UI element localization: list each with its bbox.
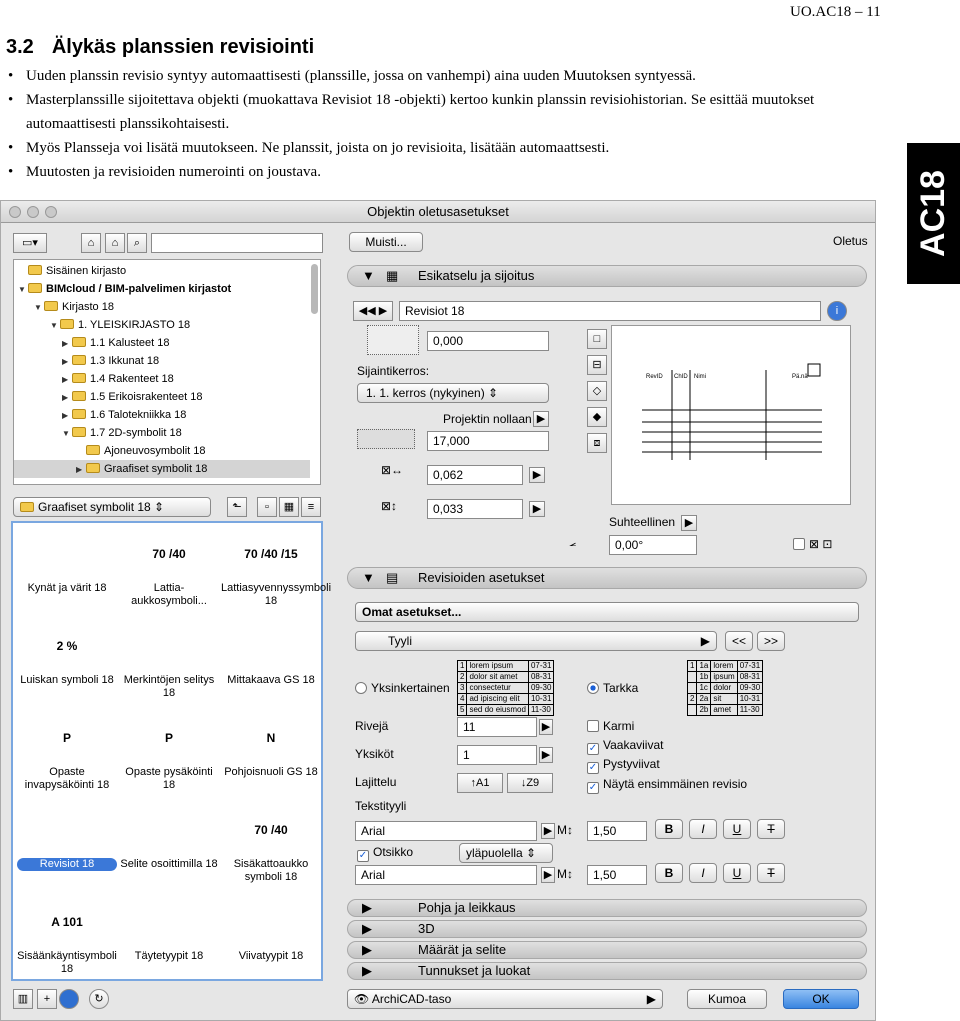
object-label: Revisiot 18	[17, 858, 117, 871]
size1-field[interactable]: 1,50	[587, 821, 647, 841]
mirror-checkbox[interactable]: ⊠ ⊡	[793, 537, 832, 551]
elevation-view-icon[interactable]: ⧈	[587, 433, 607, 453]
frame-checkbox[interactable]: Karmi	[587, 719, 634, 733]
bullet-item: • Masterplanssille sijoitettava objekti (muokattava Revisiot 18 -objekti) kertoo kunkin planssin revisiohistorian. Se esittää muutokset automaattisesti planssikohtaisesti.	[6, 88, 876, 136]
preview-pa: Pä.nä	[792, 374, 808, 380]
table-row	[458, 694, 554, 705]
elevation-field[interactable]: 0,000	[427, 331, 549, 351]
preview-revid: RevID	[646, 374, 663, 380]
placement-floor-select[interactable]: 1. 1. kerros (nykyinen) ⇕	[357, 383, 549, 403]
detailed-radio[interactable]: Tarkka	[587, 681, 638, 695]
table-cell: ad ipiscing elit	[467, 694, 528, 705]
table-cell: 1	[688, 661, 697, 672]
library-manager-icon[interactable]: ▥	[13, 989, 33, 1009]
sorting-label: Lajittelu	[355, 775, 397, 789]
object-label: Sisäänkäyntisymboli 18	[17, 950, 117, 975]
table-cell: sit	[711, 694, 737, 705]
view-grid-icon[interactable]: ▦	[279, 497, 299, 517]
table-cell: 2b	[697, 705, 711, 716]
collapsed-section[interactable]: ▶ Tunnukset ja luokat	[347, 962, 867, 980]
section-view-icon[interactable]: ⊟	[587, 355, 607, 375]
cloud-library-icon	[28, 283, 42, 293]
table-cell: 09-30	[737, 683, 762, 694]
table-cell: sed do eiusmod	[467, 705, 528, 716]
default-label: Oletus	[833, 234, 868, 248]
preview-name: Nimi	[694, 374, 706, 380]
strikethrough-button[interactable]: T	[757, 819, 785, 839]
disclosure-triangle-icon: ▼	[362, 268, 375, 283]
object-settings-dialog	[0, 200, 876, 1021]
bullet-item: • Muutosten ja revisioiden numerointi on joustava.	[6, 160, 876, 184]
text-style-label: Tekstityyli	[355, 799, 407, 813]
3d-wire-icon[interactable]: ◇	[587, 381, 607, 401]
browse-arrows-icon[interactable]: ◀◀ ▶	[353, 301, 393, 321]
revision-section-header[interactable]: ▼ ▤ Revisioiden asetukset	[347, 567, 867, 589]
library-object[interactable]	[17, 711, 117, 792]
folder-icon	[72, 427, 86, 437]
library-object[interactable]	[17, 527, 117, 595]
search-input[interactable]	[151, 233, 323, 253]
bullet-item: • Myös Plansseja voi lisätä muutokseen. Ne planssit, joista on jo revisioita, lisätään automaattsesti.	[6, 136, 876, 160]
preview-icon: ▦	[386, 268, 399, 283]
detailed-revision-table	[687, 660, 763, 716]
preview-chid: ChID	[674, 374, 688, 380]
library-object[interactable]	[119, 619, 219, 700]
table-row	[688, 683, 763, 694]
project-zero-label: Projektin nollaan	[443, 412, 532, 426]
library-object[interactable]	[17, 895, 117, 976]
preview-drawing	[612, 326, 850, 504]
tree-item[interactable]: ▼ BIMcloud / BIM-palvelimen kirjastot	[18, 283, 232, 295]
object-label: Merkintöjen selitys 18	[123, 674, 215, 699]
table-cell: 1b	[697, 672, 711, 683]
preview-section-header[interactable]: ▼ ▦ Esikatselu ja sijoitus	[347, 265, 867, 287]
bold-button[interactable]: B	[655, 863, 683, 883]
strikethrough-button[interactable]: T	[757, 863, 785, 883]
view-small-icon[interactable]: ▫	[257, 497, 277, 517]
library-object[interactable]	[221, 527, 332, 608]
font2-arrow[interactable]: ▶	[541, 867, 555, 883]
folder-icon	[72, 409, 86, 419]
object-label: Pohjoisnuoli GS 18	[224, 766, 318, 778]
tree-item[interactable]: ▶ 1.3 Ikkunat 18	[62, 355, 160, 367]
object-label: Täytetyypit 18	[134, 950, 204, 962]
table-cell: 2a	[697, 694, 711, 705]
library-object[interactable]	[119, 895, 219, 963]
width-b-field[interactable]: 0,033	[427, 499, 523, 519]
underline-button[interactable]: U	[723, 819, 751, 839]
table-cell: 2	[688, 694, 697, 705]
object-thumbnail: N	[266, 731, 276, 745]
angle-icon: ⦟	[569, 535, 577, 549]
font1-arrow[interactable]: ▶	[541, 823, 555, 839]
collapsed-section[interactable]: ▶ 3D	[347, 920, 867, 938]
library-object[interactable]	[221, 895, 321, 963]
text-size-icon: M↕	[557, 867, 573, 881]
memory-button[interactable]: Muisti...	[349, 232, 423, 252]
table-cell: 08-31	[737, 672, 762, 683]
collapsed-section[interactable]: ▶ Pohja ja leikkaus	[347, 899, 867, 917]
horizontal-lines-checkbox[interactable]: ✓ Vaakaviivat	[588, 738, 664, 754]
tree-item[interactable]: ▶ 1.1 Kalusteet 18	[62, 337, 170, 349]
width-a-icon: ⊠↔	[381, 463, 404, 477]
object-thumbnail: P	[164, 731, 173, 745]
table-cell: 4	[458, 694, 467, 705]
table-cell: 10-31	[737, 694, 762, 705]
width-b-icon: ⊠↕	[381, 499, 398, 513]
disclosure-triangle-icon: ▼	[362, 570, 375, 585]
italic-button[interactable]: I	[689, 819, 717, 839]
tree-item[interactable]: Sisäinen kirjasto	[18, 262, 126, 280]
relative-label: Suhteellinen	[609, 515, 676, 529]
object-label: Lattia-aukkosymboli...	[131, 582, 207, 607]
rows-label: Rivejä	[355, 719, 389, 733]
simple-radio[interactable]: Yksinkertainen	[355, 681, 450, 695]
eye-icon: 👁	[354, 992, 372, 1006]
own-settings-select[interactable]: Omat asetukset...	[355, 602, 859, 622]
close-window-button[interactable]	[9, 206, 21, 218]
bullet-item: • Uuden planssin revisio syntyy automaattisesti (planssille, jossa on vanhempi) aina uuden Muutoksen syntyessä.	[6, 64, 876, 88]
object-grid	[11, 521, 332, 981]
view-list-icon[interactable]: ≡	[301, 497, 321, 517]
globe-icon[interactable]	[59, 989, 79, 1009]
table-row	[458, 705, 554, 716]
folder-icon	[20, 502, 34, 512]
settings-icon: ▤	[386, 570, 399, 585]
placement-floor-label: Sijaintikerros:	[357, 364, 430, 378]
tree-item[interactable]: ▼ 1. YLEISKIRJASTO 18	[50, 319, 191, 331]
folder-icon	[72, 337, 86, 347]
rows-arrow[interactable]: ▶	[539, 719, 553, 735]
layer-select[interactable]: 👁 ArchiCAD-taso ▶	[347, 989, 663, 1009]
show-first-revision-checkbox[interactable]: ✓ Näytä ensimmäinen revisio	[588, 777, 748, 793]
bold-button[interactable]: B	[655, 819, 683, 839]
tree-item[interactable]: ▼ 1.7 2D-symbolit 18	[62, 427, 182, 439]
table-row	[458, 672, 554, 683]
library-object[interactable]	[221, 619, 321, 687]
object-label: Opaste pysäköinti 18	[125, 766, 213, 791]
italic-button[interactable]: I	[689, 863, 717, 883]
table-row	[688, 672, 763, 683]
ok-button[interactable]: OK	[783, 989, 859, 1009]
relative-arrow[interactable]: ▶	[681, 515, 697, 531]
tree-item[interactable]: ▶ 1.4 Rakenteet 18	[62, 373, 174, 385]
folder-icon	[86, 445, 100, 455]
next-button[interactable]: >>	[757, 631, 785, 651]
table-cell: 09-30	[528, 683, 553, 694]
folder-icon	[72, 373, 86, 383]
folder-icon	[44, 301, 58, 311]
table-row	[688, 694, 763, 705]
table-cell: 1	[458, 661, 467, 672]
library-object[interactable]	[119, 803, 219, 871]
disclosure-triangle-icon: ▶	[362, 963, 372, 978]
object-label: Sisäkattoaukko symboli 18	[233, 858, 309, 883]
vertical-lines-checkbox[interactable]: ✓ Pystyviivat	[588, 757, 660, 773]
table-cell: dolor sit amet	[467, 672, 528, 683]
rows-field[interactable]: 11	[457, 717, 537, 737]
style-select[interactable]: Tyyli ▶	[355, 631, 717, 651]
units-arrow[interactable]: ▶	[539, 747, 553, 763]
page-header: UO.AC18 – 11	[790, 4, 881, 20]
table-cell	[688, 705, 697, 716]
table-cell	[688, 683, 697, 694]
heading-position-select[interactable]: yläpuolella ⇕	[459, 843, 553, 863]
3d-solid-icon[interactable]: ◆	[587, 407, 607, 427]
info-icon[interactable]: i	[827, 301, 847, 321]
sort-ascending-icon[interactable]: ↑A1	[457, 773, 503, 793]
library-object[interactable]	[17, 803, 117, 871]
object-label: Viivatyypit 18	[238, 950, 304, 962]
table-cell: ipsum	[711, 672, 737, 683]
side-tab	[907, 143, 960, 284]
folder-icon	[72, 355, 86, 365]
view-mode-icon[interactable]: ▭▾	[13, 233, 47, 253]
table-cell	[688, 672, 697, 683]
table-cell: lorem	[711, 661, 737, 672]
tree-scrollbar[interactable]	[311, 264, 318, 314]
size2-field[interactable]: 1,50	[587, 865, 647, 885]
table-cell: consectetur	[467, 683, 528, 694]
disclosure-triangle-icon: ▶	[362, 900, 372, 915]
heading-checkbox[interactable]: ✓ Otsikko	[358, 845, 414, 861]
library-tree	[13, 259, 321, 485]
object-thumbnail	[119, 619, 219, 674]
object-thumbnail: 70 /40	[152, 547, 186, 561]
units-field[interactable]: 1	[457, 745, 537, 765]
library-object[interactable]	[17, 619, 117, 687]
library-object[interactable]	[221, 711, 321, 779]
table-row	[458, 683, 554, 694]
object-thumbnail	[17, 803, 117, 858]
table-cell: 07-31	[528, 661, 553, 672]
simple-revision-table	[457, 660, 554, 716]
table-cell: lorem ipsum	[467, 661, 528, 672]
table-cell: 2	[458, 672, 467, 683]
object-thumbnail: 70 /40 /15	[244, 547, 298, 561]
table-cell: 08-31	[528, 672, 553, 683]
zoom-window-button[interactable]	[45, 206, 57, 218]
dialog-title: Objektin oletusasetukset	[1, 201, 875, 223]
object-label: Lattiasyvennyssymboli 18	[221, 582, 332, 607]
table-cell: 1c	[697, 683, 711, 694]
cancel-button[interactable]: Kumoa	[687, 989, 767, 1009]
object-thumbnail	[119, 895, 219, 950]
angle-field[interactable]: 0,00°	[609, 535, 697, 555]
bullet-list	[6, 64, 876, 184]
table-cell: 11-30	[737, 705, 762, 716]
object-thumbnail: P	[62, 731, 71, 745]
units-label: Yksiköt	[355, 747, 394, 761]
folder-icon	[60, 319, 74, 329]
width-a-field[interactable]: 0,062	[427, 465, 523, 485]
object-label: Selite osoittimilla 18	[120, 858, 218, 870]
plan-view-icon[interactable]: □	[587, 329, 607, 349]
sort-descending-icon[interactable]: ↓Z9	[507, 773, 553, 793]
object-thumbnail	[221, 619, 321, 674]
table-cell: 07-31	[737, 661, 762, 672]
folder-icon	[86, 463, 100, 473]
object-thumbnail: A 101	[51, 915, 83, 929]
object-label: Luiskan symboli 18	[20, 674, 114, 686]
tree-item-selected[interactable]: ▶ Graafiset symbolit 18	[14, 460, 310, 478]
table-cell: 3	[458, 683, 467, 694]
object-label: Kynät ja värit 18	[27, 582, 107, 594]
tree-item[interactable]: Ajoneuvosymbolit 18	[76, 442, 206, 460]
chair-icon[interactable]: ⌂	[81, 233, 101, 253]
library-object[interactable]	[119, 527, 219, 608]
add-object-icon[interactable]: +	[37, 989, 57, 1009]
table-cell: 1a	[697, 661, 711, 672]
object-name-field[interactable]: Revisiot 18	[399, 301, 821, 321]
disclosure-triangle-icon: ▶	[362, 942, 372, 957]
height-field[interactable]: 17,000	[427, 431, 549, 451]
text-size-icon: M↕	[557, 823, 573, 837]
section-heading: Älykäs planssien revisiointi	[51, 36, 315, 58]
library-icon	[28, 265, 42, 275]
elevation-icon	[367, 325, 419, 355]
object-label: Opaste invapysäköinti 18	[24, 766, 110, 791]
folder-select[interactable]: Graafiset symbolit 18 ⇕	[13, 497, 211, 517]
object-label: Mittakaava GS 18	[227, 674, 315, 686]
section-title	[6, 35, 332, 59]
height-icon	[357, 429, 415, 449]
search-icon[interactable]: ⌕	[127, 233, 147, 253]
library-object[interactable]	[119, 711, 219, 792]
object-thumbnail	[17, 527, 117, 582]
green-chair-icon[interactable]: ⌂	[105, 233, 125, 253]
section-number: 3.2	[6, 36, 34, 58]
folder-icon	[72, 391, 86, 401]
library-object[interactable]	[221, 803, 321, 884]
table-cell: amet	[711, 705, 737, 716]
object-thumbnail	[119, 803, 219, 858]
project-zero-arrow[interactable]: ▶	[533, 411, 549, 427]
width-b-arrow[interactable]: ▶	[529, 501, 545, 517]
table-cell: 5	[458, 705, 467, 716]
table-cell: 11-30	[528, 705, 553, 716]
minimize-window-button[interactable]	[27, 206, 39, 218]
collapsed-section[interactable]: ▶ Määrät ja selite	[347, 941, 867, 959]
tree-item[interactable]: ▼ Kirjasto 18	[34, 301, 114, 313]
table-row	[688, 661, 763, 672]
folder-up-icon[interactable]: ⬑	[227, 497, 247, 517]
object-thumbnail: 70 /40	[254, 823, 288, 837]
width-a-arrow[interactable]: ▶	[529, 467, 545, 483]
table-cell: 10-31	[528, 694, 553, 705]
tree-item[interactable]: ▶ 1.5 Erikoisrakenteet 18	[62, 391, 203, 403]
table-cell: dolor	[711, 683, 737, 694]
table-row	[458, 661, 554, 672]
object-thumbnail	[221, 895, 321, 950]
side-tab-label: AC18	[914, 170, 952, 257]
font1-field[interactable]: Arial	[355, 821, 537, 841]
tree-item[interactable]: ▶ 1.6 Talotekniikka 18	[62, 409, 187, 421]
refresh-icon[interactable]: ↻	[89, 989, 109, 1009]
object-thumbnail: 2 %	[56, 639, 78, 653]
prev-button[interactable]: <<	[725, 631, 753, 651]
disclosure-triangle-icon: ▶	[362, 921, 372, 936]
object-preview	[611, 325, 851, 505]
table-row	[688, 705, 763, 716]
font2-field[interactable]: Arial	[355, 865, 537, 885]
underline-button[interactable]: U	[723, 863, 751, 883]
